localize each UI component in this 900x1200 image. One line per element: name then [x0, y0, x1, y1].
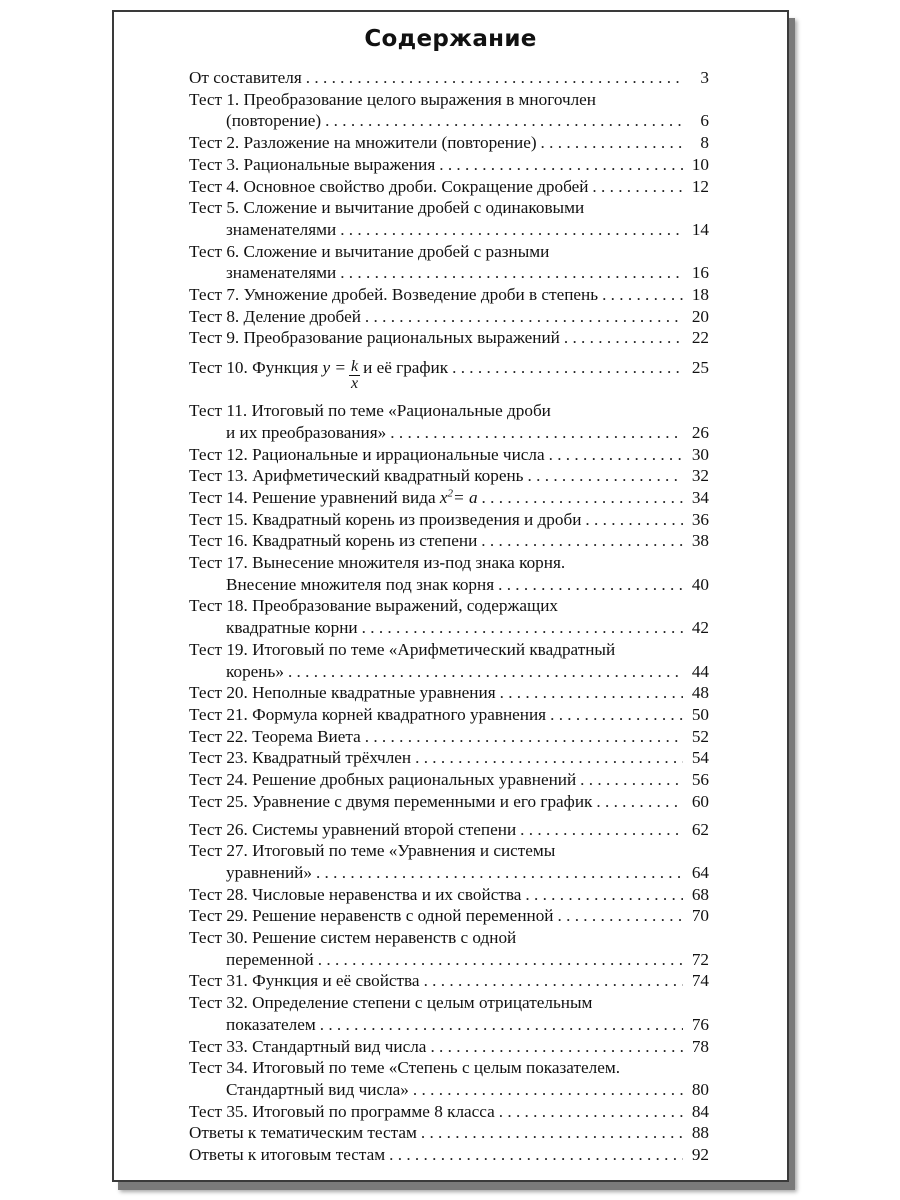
- toc-entry[interactable]: [189, 357, 709, 394]
- toc-entry-line: [189, 509, 709, 531]
- table-of-contents: [189, 67, 709, 1166]
- toc-entry[interactable]: [189, 89, 709, 132]
- leader-dots: [430, 1036, 683, 1058]
- leader-dots: [365, 726, 683, 748]
- toc-entry-title: Тест 6. Сложение и вычитание дробей с разными: [189, 241, 550, 261]
- leader-dots: [390, 422, 683, 444]
- toc-page-number: 56: [691, 770, 709, 790]
- toc-entry-title: Тест 14. Решение уравнений вида: [189, 487, 436, 507]
- toc-entry-line: [189, 1144, 709, 1166]
- toc-page-number: 52: [691, 726, 709, 746]
- leader-dots: [320, 1014, 683, 1036]
- leader-dots: [415, 747, 683, 769]
- leader-dots: [541, 132, 683, 154]
- toc-page-number: 22: [691, 328, 709, 348]
- toc-entry[interactable]: [189, 1057, 709, 1100]
- toc-entry-line: [189, 465, 709, 487]
- toc-entry[interactable]: [189, 1101, 709, 1123]
- leader-dots: [306, 67, 683, 89]
- toc-entry-line: [189, 1101, 709, 1123]
- toc-page-number: 64: [691, 862, 709, 882]
- toc-page-number: 72: [691, 949, 709, 969]
- leader-dots: [520, 819, 683, 841]
- leader-dots: [318, 949, 683, 971]
- toc-entry-title: Тест 20. Неполные квадратные уравнения: [189, 683, 496, 703]
- toc-entry-line: [189, 197, 709, 219]
- toc-entry[interactable]: [189, 465, 709, 487]
- fraction: [349, 359, 360, 392]
- toc-entry-line: [189, 682, 709, 704]
- toc-entry-suffix: и её график: [363, 358, 449, 378]
- leader-dots: [325, 110, 683, 132]
- toc-entry-line: [189, 444, 709, 466]
- toc-page-number: 6: [700, 111, 709, 131]
- toc-page-number: 88: [691, 1123, 709, 1143]
- toc-page-number: 74: [691, 971, 709, 991]
- toc-entry-line: [189, 306, 709, 328]
- equation: [436, 487, 478, 509]
- toc-entry-title: Тест 24. Решение дробных рациональных уравнений: [189, 770, 577, 790]
- toc-entry-title: Тест 1. Преобразование целого выражения в многочлен: [189, 89, 597, 109]
- toc-page-number: 78: [691, 1036, 709, 1056]
- equation-exponent: 2: [447, 487, 454, 500]
- toc-entry-line: [189, 1122, 709, 1144]
- toc-entry[interactable]: [189, 67, 709, 89]
- toc-entry-line: [189, 1057, 709, 1079]
- toc-entry-title: квадратные корни: [226, 618, 358, 638]
- leader-dots: [602, 284, 683, 306]
- toc-entry-line: [189, 67, 709, 89]
- toc-page-number: 50: [691, 704, 709, 724]
- toc-entry-title: Тест 31. Функция и её свойства: [189, 971, 420, 991]
- toc-entry-line: [189, 704, 709, 726]
- toc-entry-line: [189, 132, 709, 154]
- toc-entry[interactable]: [189, 927, 709, 970]
- toc-entry[interactable]: [189, 284, 709, 306]
- leader-dots: [340, 219, 683, 241]
- leader-dots: [592, 176, 683, 198]
- toc-entry[interactable]: [189, 769, 709, 791]
- toc-entry-line: [189, 1036, 709, 1058]
- toc-page-number: 20: [691, 306, 709, 326]
- leader-dots: [580, 769, 683, 791]
- function-formula: [318, 357, 448, 394]
- toc-page-number: 12: [691, 176, 709, 196]
- toc-entry[interactable]: [189, 992, 709, 1035]
- toc-entry-title: знаменателями: [226, 263, 337, 283]
- toc-entry-line: [189, 661, 709, 683]
- toc-entry-title: От составителя: [189, 68, 302, 87]
- toc-entry-title: корень»: [226, 661, 284, 681]
- toc-entry-title: Тест 4. Основное свойство дроби. Сокращение дробей: [189, 176, 589, 196]
- leader-dots: [365, 306, 683, 328]
- toc-entry-line: [189, 726, 709, 748]
- toc-entry-line: [189, 422, 709, 444]
- toc-entry-line: [189, 530, 709, 552]
- toc-entry-line: [189, 1014, 709, 1036]
- toc-entry-title: Стандартный вид числа»: [226, 1079, 409, 1099]
- toc-entry-title: Тест 5. Сложение и вычитание дробей с одинаковыми: [189, 198, 585, 218]
- toc-entry-line: [189, 219, 709, 241]
- toc-page-number: 62: [691, 819, 709, 839]
- toc-entry-title: Тест 2. Разложение на множители (повторение): [189, 133, 537, 153]
- toc-page-number: 32: [691, 466, 709, 486]
- toc-entry-line: [189, 769, 709, 791]
- toc-entry-line: [189, 791, 709, 813]
- toc-entry-title: Тест 34. Итоговый по теме «Степень с целым показателем.: [189, 1058, 620, 1078]
- toc-entry[interactable]: [189, 884, 709, 906]
- toc-entry-title: Тест 26. Системы уравнений второй степени: [189, 819, 517, 839]
- leader-dots: [528, 465, 683, 487]
- leader-dots: [558, 905, 683, 927]
- leader-dots: [413, 1079, 683, 1101]
- leader-dots: [481, 530, 683, 552]
- toc-entry-title: Тест 15. Квадратный корень из произведения и дроби: [189, 509, 582, 529]
- toc-entry-line: [189, 487, 709, 509]
- leader-dots: [585, 509, 683, 531]
- toc-entry-title: Тест 3. Рациональные выражения: [189, 154, 436, 174]
- toc-page-number: 44: [691, 661, 709, 681]
- leader-dots: [564, 327, 683, 349]
- toc-page-number: 34: [691, 487, 709, 507]
- toc-entry-line: [189, 862, 709, 884]
- toc-entry-title: Тест 9. Преобразование рациональных выражений: [189, 328, 560, 348]
- toc-entry[interactable]: [189, 400, 709, 443]
- toc-entry-title: Тест 22. Теорема Виета: [189, 726, 361, 746]
- toc-page-number: 38: [691, 531, 709, 551]
- toc-entry-title: Тест 28. Числовые неравенства и их свойства: [189, 884, 522, 904]
- toc-entry-title: Тест 8. Деление дробей: [189, 306, 361, 326]
- leader-dots: [549, 444, 683, 466]
- toc-entry-line: [189, 241, 709, 263]
- toc-entry-line: [189, 110, 709, 132]
- toc-page-number: 68: [691, 884, 709, 904]
- leader-dots: [362, 617, 683, 639]
- toc-entry[interactable]: [189, 197, 709, 240]
- toc-entry-title: уравнений»: [226, 862, 312, 882]
- toc-entry-title: Тест 13. Арифметический квадратный корень: [189, 466, 524, 486]
- toc-entry[interactable]: [189, 132, 709, 154]
- toc-entry-line: [189, 595, 709, 617]
- toc-entry-line: [189, 1079, 709, 1101]
- leader-dots: [498, 574, 683, 596]
- toc-entry[interactable]: [189, 1122, 709, 1144]
- toc-entry-title: Ответы к итоговым тестам: [189, 1145, 386, 1165]
- toc-page-number: 40: [691, 574, 709, 594]
- formula-lhs: y =: [318, 358, 346, 378]
- toc-entry-line: [189, 327, 709, 349]
- toc-entry[interactable]: [189, 905, 709, 927]
- toc-entry-title: показателем: [226, 1014, 316, 1034]
- toc-page-number: 76: [691, 1014, 709, 1034]
- toc-page-number: 84: [691, 1101, 709, 1121]
- toc-entry-title: Тест 27. Итоговый по теме «Уравнения и системы: [189, 841, 556, 861]
- toc-entry[interactable]: [189, 682, 709, 704]
- toc-entry-title: знаменателями: [226, 219, 337, 239]
- toc-entry-line: [189, 992, 709, 1014]
- toc-page-number: 60: [691, 791, 709, 811]
- toc-entry[interactable]: [189, 791, 709, 813]
- document-page: [112, 10, 789, 1182]
- toc-entry-line: [189, 176, 709, 198]
- toc-entry[interactable]: [189, 639, 709, 682]
- toc-entry-title: Тест 10. Функция: [189, 358, 319, 378]
- toc-entry[interactable]: [189, 530, 709, 552]
- leader-dots: [596, 791, 683, 813]
- toc-entry-title: Тест 16. Квадратный корень из степени: [189, 531, 478, 551]
- toc-entry-title: Тест 30. Решение систем неравенств с одной: [189, 928, 517, 948]
- toc-entry-line: [189, 819, 709, 841]
- leader-dots: [500, 682, 683, 704]
- toc-entry-line: [189, 949, 709, 971]
- toc-page-number: 80: [691, 1079, 709, 1099]
- toc-page-number: 92: [691, 1145, 709, 1165]
- toc-entry-line: [189, 400, 709, 422]
- toc-entry-title: и их преобразования»: [226, 422, 387, 442]
- toc-entry-title: Тест 19. Итоговый по теме «Арифметический квадратный: [189, 639, 616, 659]
- equation-rest: = a: [453, 487, 478, 507]
- toc-entry[interactable]: [189, 509, 709, 531]
- toc-entry-title: Тест 33. Стандартный вид числа: [189, 1036, 427, 1056]
- leader-dots: [499, 1101, 683, 1123]
- toc-page-number: 42: [691, 618, 709, 638]
- toc-entry-line: [189, 927, 709, 949]
- leader-dots: [452, 357, 683, 379]
- equation-base: x: [439, 487, 448, 507]
- toc-page-number: 70: [691, 906, 709, 926]
- fraction-numerator: k: [350, 358, 359, 376]
- leader-dots: [389, 1144, 683, 1166]
- leader-dots: [482, 487, 683, 509]
- toc-entry[interactable]: [189, 840, 709, 883]
- toc-page-number: 48: [691, 683, 709, 703]
- toc-page-number: 14: [691, 219, 709, 239]
- toc-entry-title: (повторение): [226, 111, 322, 131]
- toc-entry[interactable]: [189, 726, 709, 748]
- page-title: Содержание: [364, 26, 537, 52]
- leader-dots: [340, 262, 683, 284]
- toc-entry[interactable]: [189, 176, 709, 198]
- toc-entry-line: [189, 89, 709, 111]
- toc-entry[interactable]: [189, 487, 709, 509]
- toc-entry[interactable]: [189, 327, 709, 349]
- leader-dots: [550, 704, 683, 726]
- toc-page-number: 30: [691, 444, 709, 464]
- toc-entry-title: Тест 21. Формула корней квадратного уравнения: [189, 704, 547, 724]
- leader-dots: [424, 970, 683, 992]
- toc-entry-title: Тест 11. Итоговый по теме «Рациональные дроби: [189, 401, 551, 421]
- leader-dots: [525, 884, 683, 906]
- toc-entry[interactable]: [189, 1144, 709, 1166]
- toc-entry[interactable]: [189, 970, 709, 992]
- toc-entry-line: [189, 154, 709, 176]
- leader-dots: [288, 661, 683, 683]
- toc-page-number: 16: [691, 263, 709, 283]
- toc-entry[interactable]: [189, 306, 709, 328]
- toc-entry-title: Тест 23. Квадратный трёхчлен: [189, 748, 412, 768]
- toc-entry-title: Тест 12. Рациональные и иррациональные числа: [189, 444, 545, 464]
- toc-entry-line: [189, 574, 709, 596]
- toc-entry[interactable]: [189, 154, 709, 176]
- toc-entry-line: [189, 747, 709, 769]
- toc-entry[interactable]: [189, 595, 709, 638]
- toc-entry-title: Тест 35. Итоговый по программе 8 класса: [189, 1101, 495, 1121]
- toc-entry-line: [189, 552, 709, 574]
- toc-page-number: 3: [700, 68, 709, 87]
- leader-dots: [421, 1122, 683, 1144]
- toc-page-number: 8: [700, 133, 709, 153]
- toc-entry-line: [189, 970, 709, 992]
- toc-entry[interactable]: [189, 747, 709, 769]
- toc-entry-title: Внесение множителя под знак корня: [226, 574, 495, 594]
- toc-page-number: 54: [691, 748, 709, 768]
- fraction-denominator: x: [350, 375, 359, 393]
- toc-page-number: 18: [691, 285, 709, 305]
- toc-entry-line: [189, 884, 709, 906]
- toc-entry[interactable]: [189, 704, 709, 726]
- toc-entry-title: Тест 25. Уравнение с двумя переменными и его график: [189, 791, 593, 811]
- toc-entry-title: Тест 29. Решение неравенств с одной переменной: [189, 906, 554, 926]
- toc-entry-title: Тест 17. Вынесение множителя из-под знака корня.: [189, 553, 566, 573]
- leader-dots: [439, 154, 683, 176]
- toc-entry-line: [189, 262, 709, 284]
- toc-page-number: 36: [691, 509, 709, 529]
- toc-entry-line: [189, 284, 709, 306]
- toc-entry-title: Ответы к тематическим тестам: [189, 1123, 417, 1143]
- toc-entry-line: [189, 840, 709, 862]
- toc-entry-line: [189, 617, 709, 639]
- toc-page-number: 10: [691, 154, 709, 174]
- toc-entry-title: переменной: [226, 949, 314, 969]
- toc-page-number: 25: [691, 358, 709, 378]
- toc-entry[interactable]: [189, 819, 709, 841]
- toc-entry[interactable]: [189, 444, 709, 466]
- toc-entry-line: [189, 905, 709, 927]
- toc-entry-line: [189, 357, 709, 394]
- toc-entry-line: [189, 639, 709, 661]
- toc-entry-title: Тест 32. Определение степени с целым отрицательным: [189, 993, 593, 1013]
- toc-entry-title: Тест 7. Умножение дробей. Возведение дроби в степень: [189, 285, 599, 305]
- toc-entry[interactable]: [189, 1036, 709, 1058]
- leader-dots: [316, 862, 683, 884]
- toc-entry-title: Тест 18. Преобразование выражений, содержащих: [189, 596, 559, 616]
- toc-entry[interactable]: [189, 241, 709, 284]
- toc-page-number: 26: [691, 422, 709, 442]
- toc-entry[interactable]: [189, 552, 709, 595]
